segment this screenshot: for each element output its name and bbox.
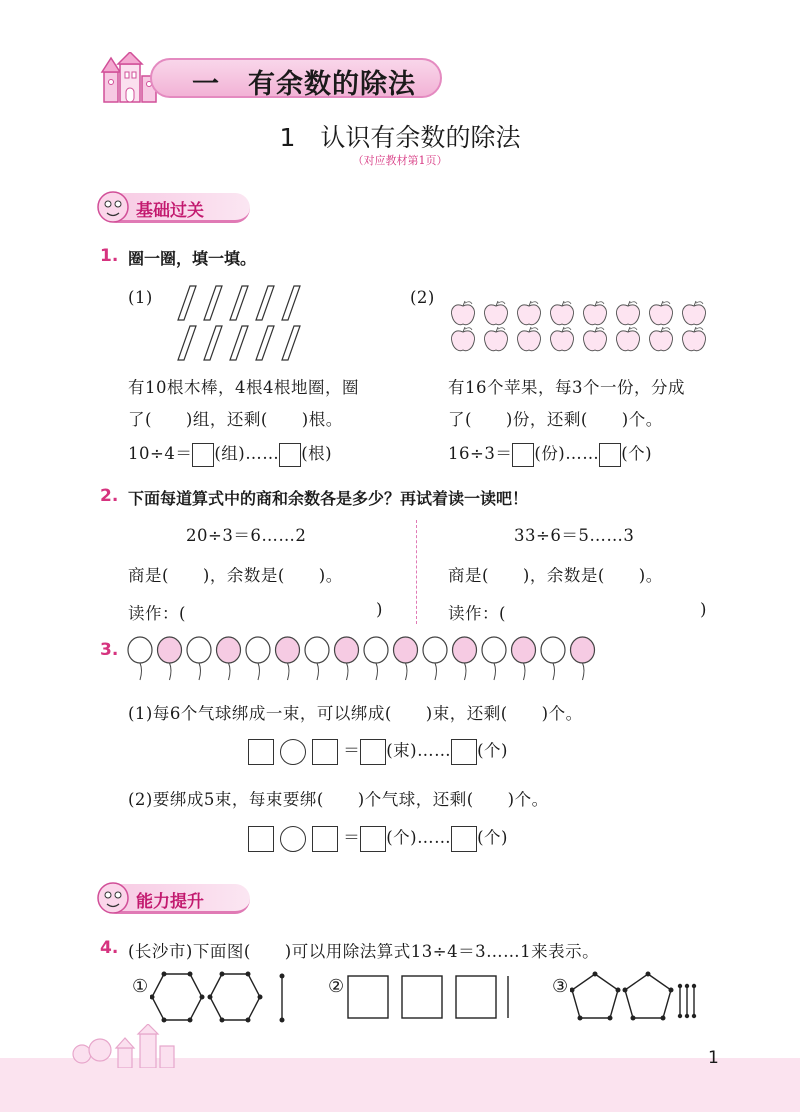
q3-part1-text: (1)每6个气球绑成一束，可以绑成( )束，还剩( )个。	[128, 704, 583, 723]
balloon	[482, 637, 506, 680]
section-label-advanced: 能力提升	[136, 892, 204, 912]
equals-sign: ＝	[343, 828, 361, 847]
q4-option3-figure	[570, 970, 700, 1026]
equation-left: 10÷4＝	[128, 444, 193, 463]
chapter-title: 一 有余数的除法	[192, 69, 416, 100]
q1-part2-label: (2)	[410, 288, 435, 307]
apple	[550, 301, 573, 325]
stick	[256, 286, 274, 320]
q2-number: 2.	[100, 486, 119, 506]
q2-left-equation: 20÷3＝6……2	[186, 526, 307, 545]
balloon	[364, 637, 388, 680]
answer-box[interactable]	[248, 826, 274, 852]
q2-left-close: )	[376, 600, 383, 619]
unit-text: (个)……	[386, 828, 452, 847]
unit-text: (个)	[477, 741, 508, 760]
q4-number: 4.	[100, 938, 119, 958]
q3-number: 3.	[100, 640, 119, 660]
q1-part1-line2: 了( )组，还剩( )根。	[128, 410, 343, 429]
q4-option1-figure	[150, 970, 300, 1026]
apple	[451, 327, 474, 351]
q2-divider	[416, 520, 417, 624]
apple	[616, 301, 639, 325]
stick	[178, 326, 196, 360]
balloon	[305, 637, 329, 680]
apple	[517, 327, 540, 351]
balloon	[423, 637, 447, 680]
stick	[256, 326, 274, 360]
balloon	[187, 637, 211, 680]
lesson-title: 1 认识有余数的除法	[279, 123, 521, 152]
apple	[484, 327, 507, 351]
q3-part1-equation	[248, 737, 508, 765]
q4-text: (长沙市)下面图( )可以用除法算式13÷4＝3……1来表示。	[128, 942, 600, 961]
balloon	[276, 637, 300, 680]
hexagon	[210, 974, 260, 1020]
unit-text: (根)	[301, 444, 333, 463]
stick	[178, 286, 196, 320]
q2-right-quotient: 商是( )，余数是( )。	[448, 566, 663, 585]
q2-left-quotient: 商是( )，余数是( )。	[128, 566, 343, 585]
answer-box[interactable]	[279, 443, 301, 467]
answer-box[interactable]	[360, 739, 386, 765]
lesson-reference: （对应教材第1页）	[352, 154, 448, 167]
answer-box[interactable]	[451, 826, 477, 852]
apple	[550, 327, 573, 351]
apple	[682, 301, 705, 325]
square	[348, 976, 388, 1018]
stick	[282, 286, 300, 320]
stick	[204, 286, 222, 320]
hexagon	[152, 974, 202, 1020]
apple	[649, 301, 672, 325]
apple	[583, 301, 606, 325]
q1-part2-line2: 了( )份，还剩( )个。	[448, 410, 663, 429]
section-label-basic: 基础过关	[136, 201, 204, 221]
balloons-figure	[124, 636, 604, 682]
square	[456, 976, 496, 1018]
q2-prompt: 下面每道算式中的商和余数各是多少？再试着读一读吧！	[128, 489, 529, 508]
q1-part1-label: (1)	[128, 288, 153, 307]
balloon	[158, 637, 182, 680]
stick	[230, 326, 248, 360]
balloon	[512, 637, 536, 680]
q1-part2-line1: 有16个苹果，每3个一份，分成	[448, 378, 685, 397]
balloon	[394, 637, 418, 680]
unit-text: (份)……	[534, 444, 600, 463]
q1-part1-equation	[128, 440, 332, 467]
unit-text: (束)……	[386, 741, 452, 760]
apple	[484, 301, 507, 325]
answer-box[interactable]	[312, 739, 338, 765]
operator-circle[interactable]	[280, 826, 306, 852]
pentagon	[572, 974, 618, 1018]
equation-left: 16÷3＝	[448, 444, 513, 463]
equals-sign: ＝	[343, 741, 361, 760]
answer-box[interactable]	[312, 826, 338, 852]
unit-text: (个)	[621, 444, 653, 463]
square	[402, 976, 442, 1018]
q2-right-equation: 33÷6＝5……3	[514, 526, 635, 545]
answer-box[interactable]	[451, 739, 477, 765]
stick	[230, 286, 248, 320]
q4-option2-label: ②	[328, 976, 345, 997]
balloon	[217, 637, 241, 680]
apple	[517, 301, 540, 325]
balloon	[453, 637, 477, 680]
balloon	[246, 637, 270, 680]
operator-circle[interactable]	[280, 739, 306, 765]
apple	[616, 327, 639, 351]
apple	[583, 327, 606, 351]
stick	[204, 326, 222, 360]
answer-box[interactable]	[360, 826, 386, 852]
apple	[451, 301, 474, 325]
answer-box[interactable]	[512, 443, 534, 467]
balloon	[541, 637, 565, 680]
pentagon	[625, 974, 671, 1018]
answer-box[interactable]	[599, 443, 621, 467]
apple	[682, 327, 705, 351]
balloon	[128, 637, 152, 680]
q2-right-read: 读作：(	[448, 604, 506, 623]
mascot-icon	[96, 188, 130, 224]
q1-prompt: 圈一圈，填一填。	[128, 249, 257, 268]
q1-part1-line1: 有10根木棒，4根4根地圈，圈	[128, 378, 359, 397]
sticks-figure	[172, 284, 304, 364]
stick	[282, 326, 300, 360]
footer-decoration-icon	[70, 1024, 190, 1068]
apple	[649, 327, 672, 351]
q3-part2-text: (2)要绑成5束，每束要绑( )个气球，还剩( )个。	[128, 790, 549, 809]
balloon	[571, 637, 595, 680]
q1-number: 1.	[100, 246, 119, 266]
balloon	[335, 637, 359, 680]
q2-left-read: 读作：(	[128, 604, 186, 623]
apples-figure	[446, 298, 716, 354]
q1-part2-equation	[448, 440, 652, 467]
mascot-icon	[96, 879, 130, 915]
q2-right-close: )	[700, 600, 707, 619]
answer-box[interactable]	[248, 739, 274, 765]
unit-text: (个)	[477, 828, 508, 847]
q4-option1-label: ①	[132, 976, 149, 997]
page-number: 1	[708, 1048, 719, 1068]
q4-option2-figure	[346, 970, 516, 1026]
q3-part2-equation	[248, 824, 508, 852]
answer-box[interactable]	[192, 443, 214, 467]
q4-option3-label: ③	[552, 976, 569, 997]
unit-text: (组)……	[214, 444, 280, 463]
